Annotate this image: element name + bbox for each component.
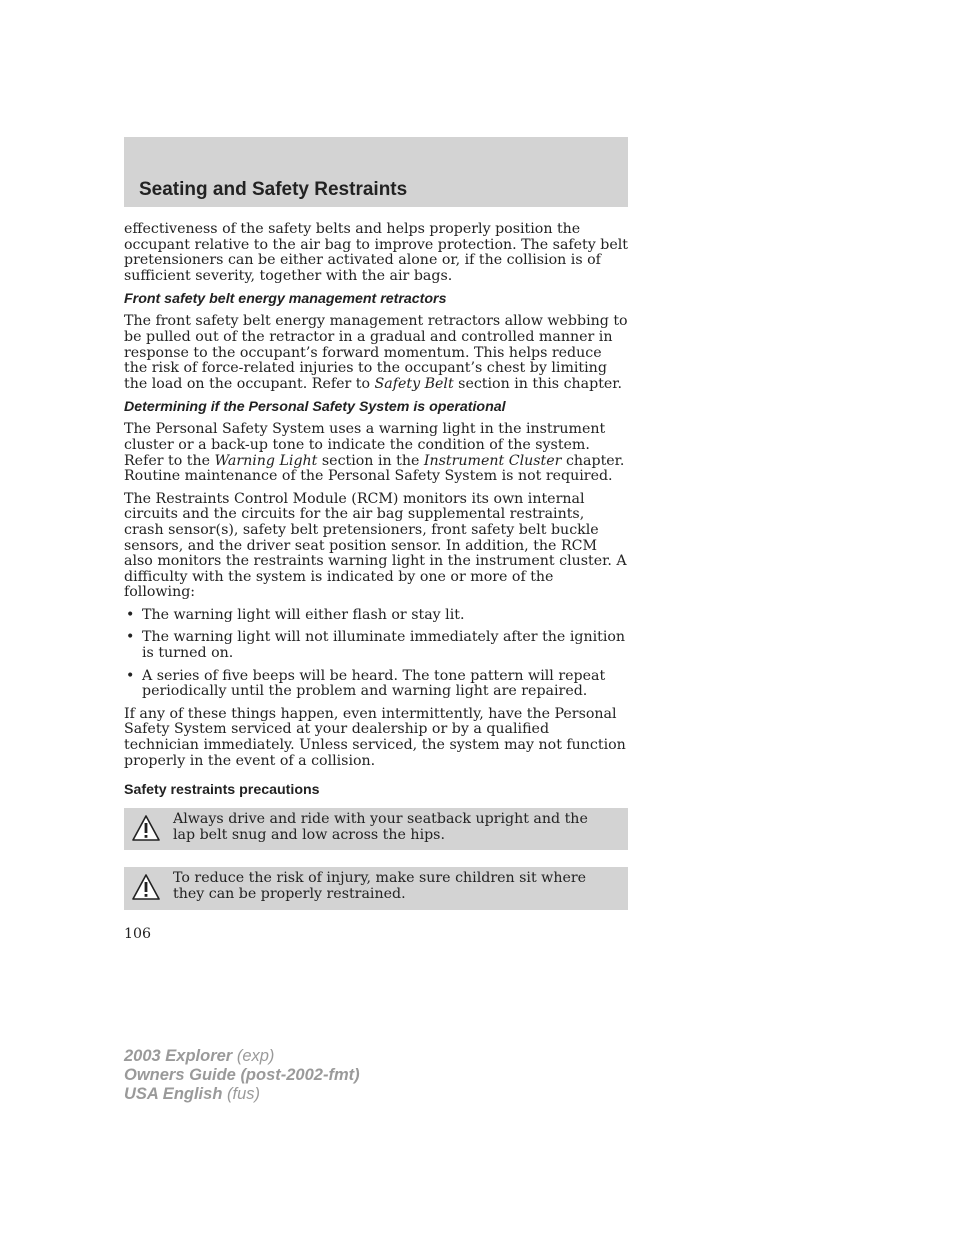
page-number: 106: [124, 926, 152, 942]
operational-text-b: section in the: [317, 452, 424, 469]
operational-paragraph-3: If any of these things happen, even intermittently, have the Personal Safety System serviced at your dealership or by a qualified technician immediately. Unless serviced, the system may not function properly in the event of a collision.: [124, 705, 626, 769]
warning-light-reference: Warning Light: [214, 452, 318, 469]
warning-text: To reduce the risk of injury, make sure children sit where they can be properly restrained.: [173, 870, 587, 902]
warning-box: [124, 867, 628, 909]
bullet-icon: •: [126, 606, 135, 623]
list-item: [124, 608, 628, 624]
footer-model-code: (exp): [232, 1047, 275, 1065]
list-item-text: The warning light will either flash or stay lit.: [142, 606, 465, 623]
operational-text-a: The Personal Safety System uses a warning light in the instrument cluster or a back-up tone to indicate the condition of the system. Refer to the: [124, 421, 606, 469]
operational-text-c: chapter. Routine maintenance of the Personal Safety System is not required.: [124, 452, 625, 485]
document-footer: [124, 1047, 360, 1104]
instrument-cluster-reference: Instrument Cluster: [423, 452, 562, 469]
footer-language-code: (fus): [222, 1085, 260, 1103]
operational-paragraph-1: [124, 422, 628, 484]
symptom-list: [124, 608, 628, 700]
section-heading-precautions: Safety restraints precautions: [124, 782, 320, 799]
warning-triangle-icon: [131, 873, 161, 901]
warning-triangle-icon: [131, 814, 161, 842]
list-item: [124, 669, 628, 700]
footer-line-guide: Owners Guide (post-2002-fmt): [124, 1066, 360, 1084]
footer-line-model: [124, 1047, 360, 1066]
list-item-text: A series of five beeps will be heard. The tone pattern will repeat periodically until the problem and warning light are repaired.: [142, 667, 606, 700]
retractors-text-b: section in this chapter.: [453, 375, 623, 392]
bullet-icon: •: [126, 667, 135, 684]
retractors-paragraph: [124, 314, 628, 392]
section-heading-retractors: Front safety belt energy management retractors: [124, 291, 447, 308]
section-heading-operational: Determining if the Personal Safety System is operational: [124, 399, 506, 416]
list-item-text: The warning light will not illuminate immediately after the ignition is turned on.: [142, 629, 626, 662]
operational-paragraph-2: The Restraints Control Module (RCM) monitors its own internal circuits and the circuits for the air bag supplemental restraints, crash sensor(s), safety belt pretensioners, front safety belt buckle sensors, and the driver seat position sensor. In addition, the RCM also monitors the restraints warning light in the instrument cluster. A difficulty with the system is indicated by one or more of the following:: [124, 490, 627, 601]
warning-text: Always drive and ride with your seatback upright and the lap belt snug and low across the hips.: [173, 811, 588, 843]
page-content: [124, 222, 628, 927]
footer-line-language: [124, 1085, 360, 1104]
retractors-text-a: The front safety belt energy management retractors allow webbing to be pulled out of the retractor in a gradual and controlled manner in response to the occupant’s forward momentum. This helps reduce the risk of force-related injuries to the occupant’s chest by limiting the load on the occupant. Refer to: [124, 313, 628, 392]
chapter-title: Seating and Safety Restraints: [139, 179, 408, 200]
list-item: [124, 630, 628, 661]
warning-box: [124, 808, 628, 850]
bullet-icon: •: [126, 629, 135, 646]
safety-belt-reference: Safety Belt: [374, 375, 454, 392]
footer-model: 2003 Explorer: [124, 1047, 233, 1065]
footer-language: USA English: [124, 1085, 223, 1103]
chapter-header: [124, 137, 628, 207]
intro-paragraph: effectiveness of the safety belts and helps properly position the occupant relative to the air bag to improve protection. The safety belt pretensioners can be either activated alone or, if the collision is of sufficient severity, together with the air bags.: [124, 221, 629, 284]
